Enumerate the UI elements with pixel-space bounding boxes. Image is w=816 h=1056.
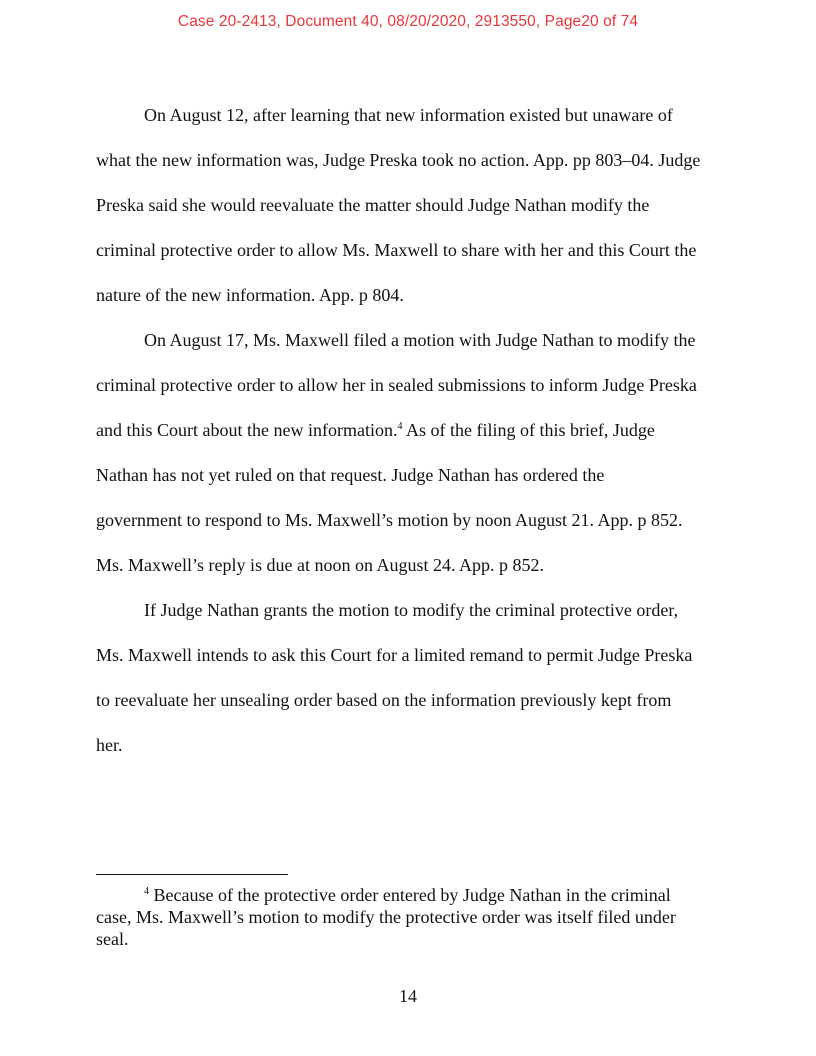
text-line: If Judge Nathan grants the motion to modify the criminal protective order, <box>144 600 679 620</box>
text-line-with-footnote-ref <box>96 408 726 453</box>
footnote-text: Because of the protective order entered by Judge Nathan in the criminal <box>153 885 671 905</box>
paragraph-2 <box>96 318 726 588</box>
text-line: On August 17, Ms. Maxwell filed a motion with Judge Nathan to modify the <box>144 330 696 350</box>
text-line: criminal protective order to allow her in sealed submissions to inform Judge Preska <box>96 375 697 395</box>
brief-body <box>96 93 726 768</box>
text-line: Nathan has not yet ruled on that request. Judge Nathan has ordered the <box>96 465 605 485</box>
footnote-separator <box>96 874 288 875</box>
footnote-4 <box>96 884 726 950</box>
paragraph-1 <box>96 93 726 318</box>
footnote-line: seal. <box>96 929 129 949</box>
text-line: criminal protective order to allow Ms. Maxwell to share with her and this Court the <box>96 240 697 260</box>
text-segment: As of the filing of this brief, Judge <box>402 420 655 440</box>
case-header: Case 20-2413, Document 40, 08/20/2020, 2913550, Page20 of 74 <box>177 13 639 30</box>
text-line: to reevaluate her unsealing order based on the information previously kept from <box>96 690 672 710</box>
text-line: Preska said she would reevaluate the matter should Judge Nathan modify the <box>96 195 650 215</box>
paragraph-3 <box>96 588 726 768</box>
text-segment: and this Court about the new information. <box>96 420 398 440</box>
text-line: Ms. Maxwell intends to ask this Court for a limited remand to permit Judge Preska <box>96 645 693 665</box>
text-line: Ms. Maxwell’s reply is due at noon on August 24. App. p 852. <box>96 555 544 575</box>
footnote-line <box>96 884 726 906</box>
page-number: 14 <box>399 986 417 1006</box>
text-line: her. <box>96 735 123 755</box>
text-line: On August 12, after learning that new information existed but unaware of <box>144 105 673 125</box>
text-line: what the new information was, Judge Preska took no action. App. pp 803–04. Judge <box>96 150 701 170</box>
footnote-line: case, Ms. Maxwell’s motion to modify the protective order was itself filed under <box>96 907 676 927</box>
footnote-reference: 4 <box>397 421 403 432</box>
footnote-marker: 4 <box>144 886 149 897</box>
text-line: nature of the new information. App. p 804. <box>96 285 404 305</box>
text-line: government to respond to Ms. Maxwell’s motion by noon August 21. App. p 852. <box>96 510 683 530</box>
